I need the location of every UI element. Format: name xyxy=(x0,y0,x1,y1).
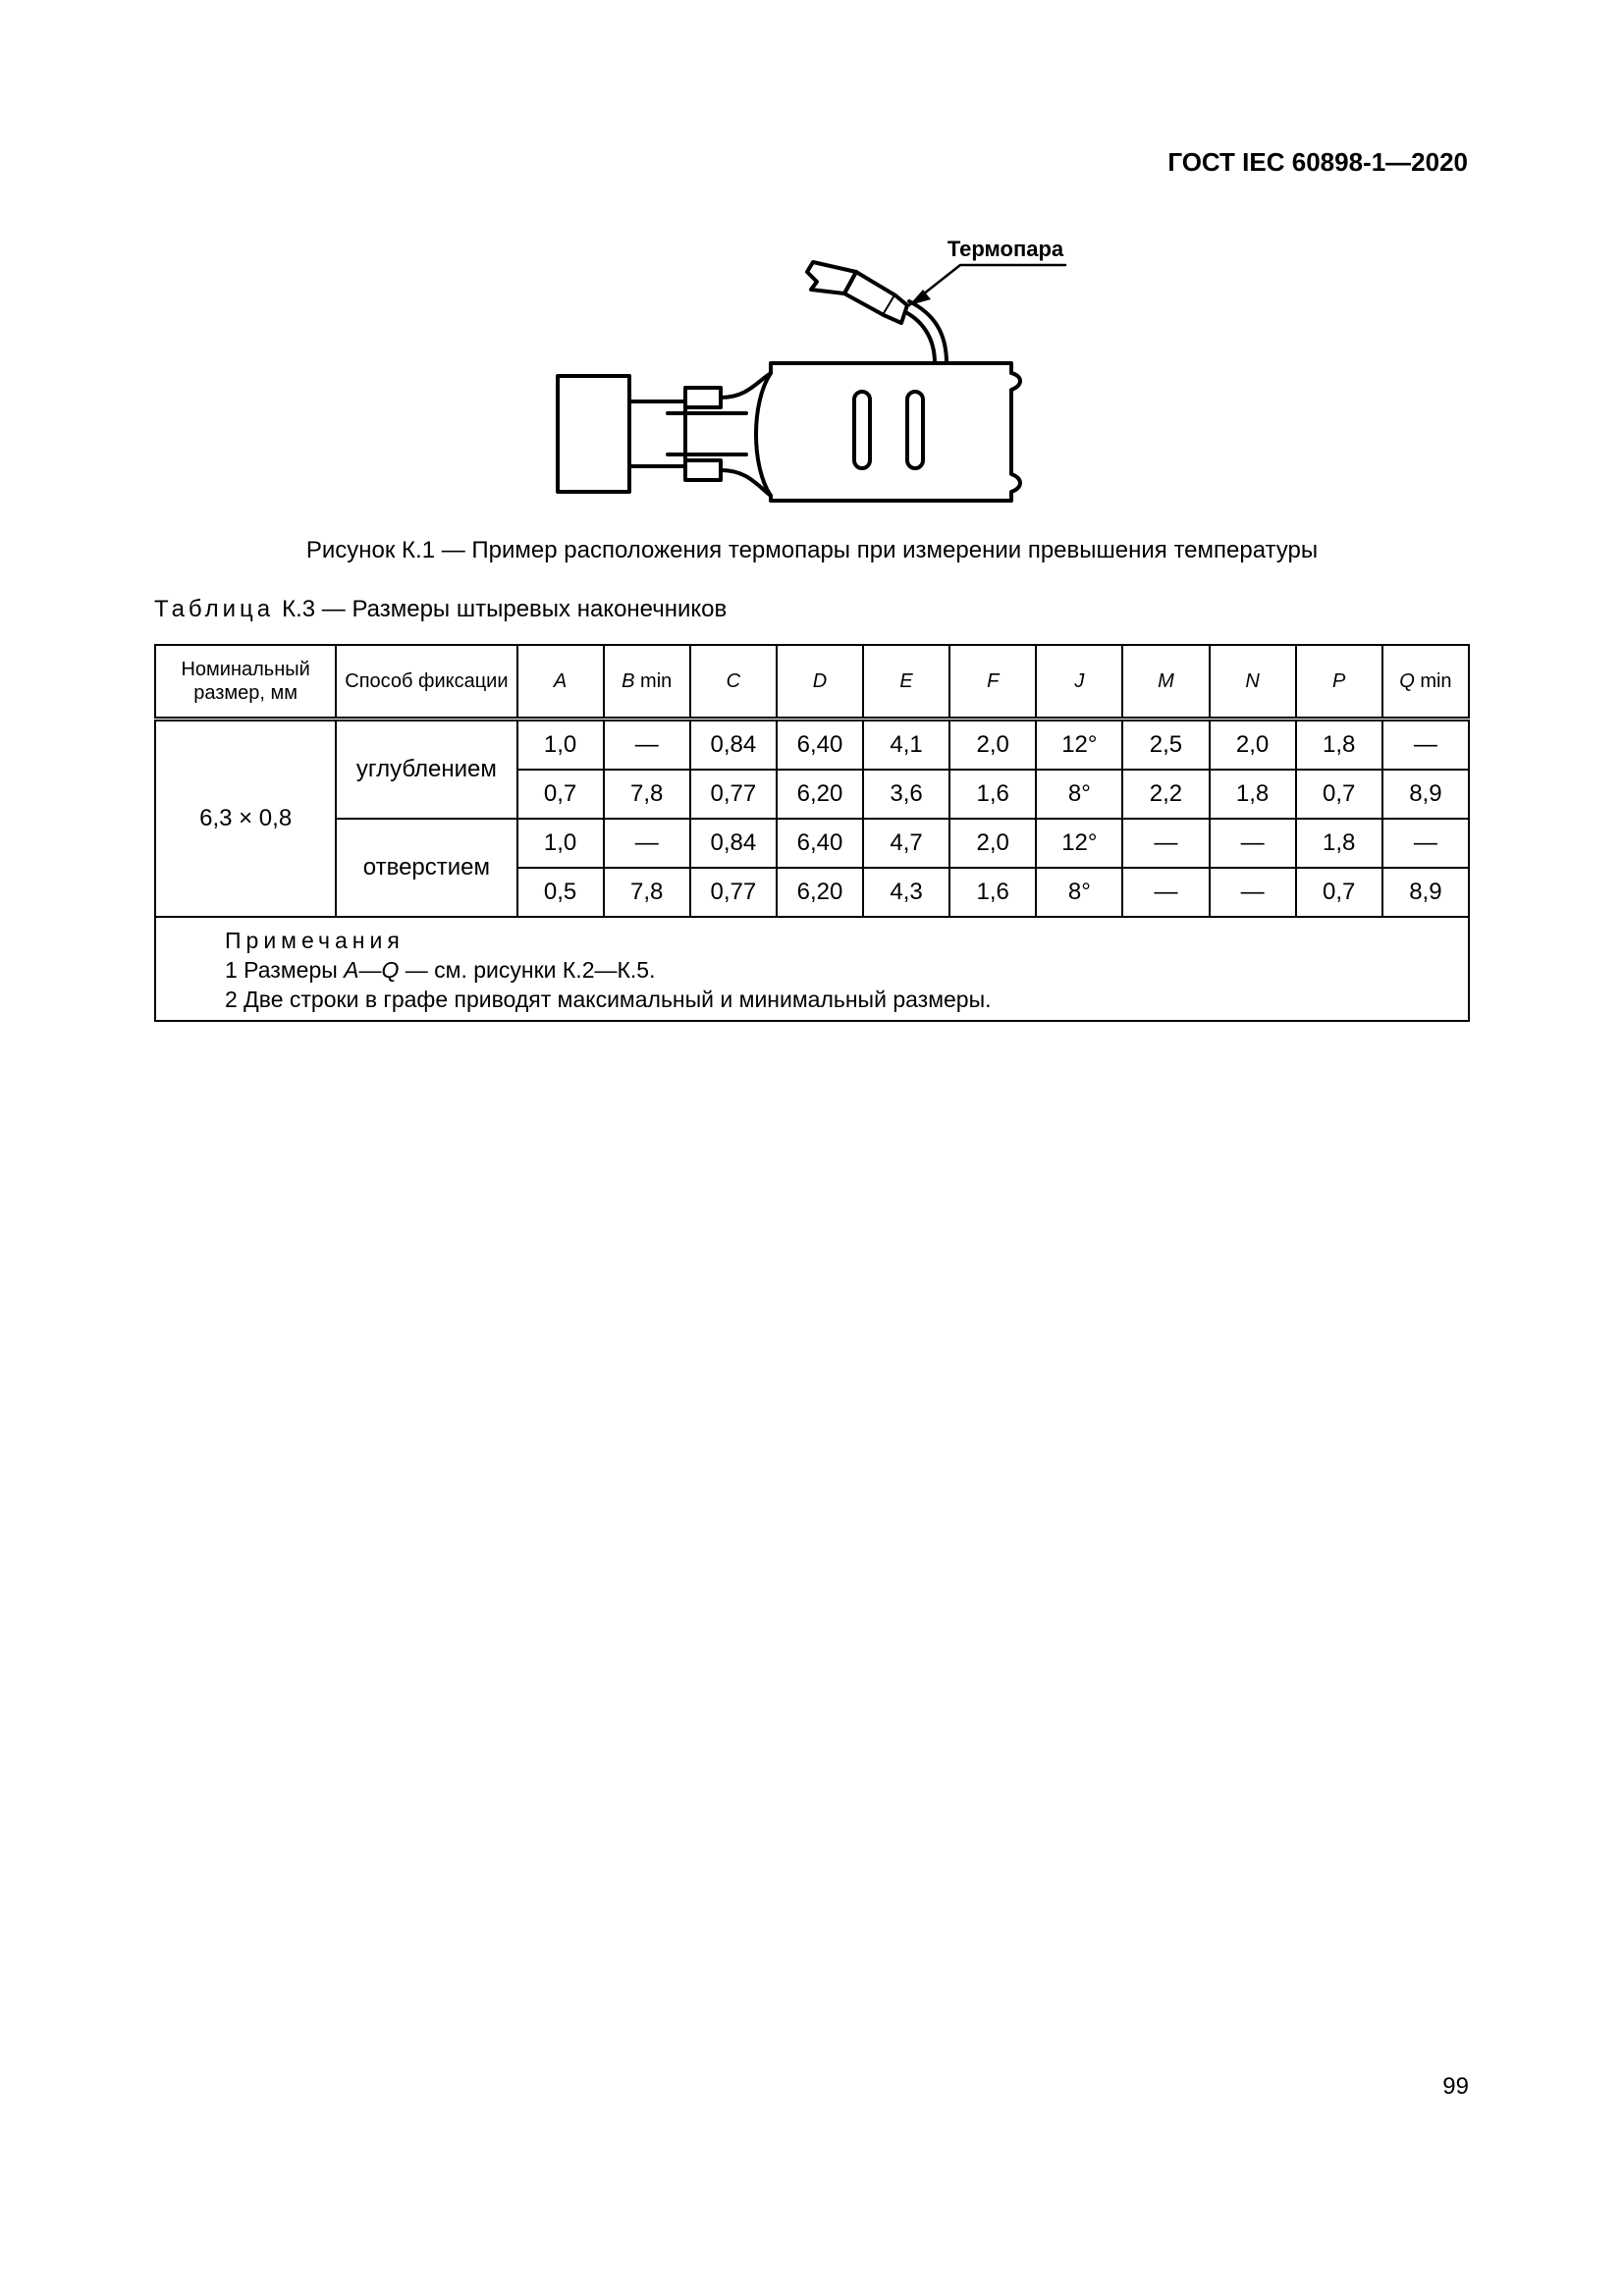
table-cell: 0,77 xyxy=(690,868,777,917)
table-cell: 12° xyxy=(1036,819,1122,868)
table-cell: 1,8 xyxy=(1210,770,1296,819)
header-nominal: Номинальный размер, мм xyxy=(155,645,336,720)
table-cell: 6,40 xyxy=(777,720,863,771)
table-row xyxy=(155,720,1469,771)
table-cell: 12° xyxy=(1036,720,1122,771)
table-cell: 7,8 xyxy=(604,770,690,819)
table-cell: 4,1 xyxy=(863,720,949,771)
table-cell: 2,0 xyxy=(1210,720,1296,771)
slot-right xyxy=(907,392,923,468)
table-cell: 0,84 xyxy=(690,720,777,771)
figure-caption: Рисунок К.1 — Пример расположения термопары при измерении превышения температуры xyxy=(305,537,1319,563)
crimp-ring-top xyxy=(685,388,721,407)
table-cell: — xyxy=(604,819,690,868)
header-j: J xyxy=(1036,645,1122,720)
slot-left xyxy=(854,392,870,468)
header-q: Q min xyxy=(1382,645,1469,720)
table-cell: 2,5 xyxy=(1122,720,1209,771)
table-cell: — xyxy=(1210,819,1296,868)
crimp-ring-bottom xyxy=(685,460,721,480)
table-cell: 6,20 xyxy=(777,770,863,819)
table-cell: 6,20 xyxy=(777,868,863,917)
note-2: 2 Две строки в графе приводят максимальный и минимальный размеры. xyxy=(225,987,992,1012)
table-cell: 0,77 xyxy=(690,770,777,819)
table-cell: 0,7 xyxy=(1296,770,1382,819)
table-cell: 4,7 xyxy=(863,819,949,868)
table-title-text: К.3 — Размеры штыревых наконечников xyxy=(282,596,728,622)
header-f: F xyxy=(949,645,1036,720)
table-cell: 3,6 xyxy=(863,770,949,819)
header-fixing: Способ фиксации xyxy=(336,645,516,720)
header-a: A xyxy=(517,645,604,720)
table-cell: 1,6 xyxy=(949,868,1036,917)
table-cell: 8,9 xyxy=(1382,770,1469,819)
header-p: P xyxy=(1296,645,1382,720)
table-cell: 6,40 xyxy=(777,819,863,868)
table-cell: 1,6 xyxy=(949,770,1036,819)
pin-shaft xyxy=(629,401,685,466)
leader-line xyxy=(909,265,1065,305)
table-row xyxy=(155,819,1469,868)
table-cell: 1,0 xyxy=(517,720,604,771)
table-cell: 1,8 xyxy=(1296,819,1382,868)
table-title xyxy=(154,596,727,623)
table-cell: 0,84 xyxy=(690,819,777,868)
document-id: ГОСТ IEC 60898-1—2020 xyxy=(1167,147,1468,177)
insulating-block xyxy=(558,376,629,492)
page-number: 99 xyxy=(1442,2073,1469,2100)
table-cell: — xyxy=(1122,868,1209,917)
header-d: D xyxy=(777,645,863,720)
table-header-row xyxy=(155,645,1469,720)
thermocouple-label: Термопара xyxy=(947,237,1064,261)
dimensions-table xyxy=(154,644,1470,1022)
table-cell: — xyxy=(604,720,690,771)
header-n: N xyxy=(1210,645,1296,720)
thermocouple-figure xyxy=(550,221,1080,515)
table-cell: — xyxy=(1382,819,1469,868)
header-c: C xyxy=(690,645,777,720)
table-cell: 8° xyxy=(1036,770,1122,819)
header-m: M xyxy=(1122,645,1209,720)
fixing-method-cell: отверстием xyxy=(336,819,516,917)
table-title-prefix: Таблица xyxy=(154,596,275,622)
table-cell: — xyxy=(1382,720,1469,771)
fixing-method-cell: углублением xyxy=(336,720,516,820)
header-b: B min xyxy=(604,645,690,720)
table-notes xyxy=(155,917,1469,1021)
table-cell: 8,9 xyxy=(1382,868,1469,917)
table-cell: 0,7 xyxy=(1296,868,1382,917)
table-cell: 2,0 xyxy=(949,819,1036,868)
table-cell: 8° xyxy=(1036,868,1122,917)
table-cell: — xyxy=(1210,868,1296,917)
notes-heading: Примечания xyxy=(225,928,405,953)
table-cell: 4,3 xyxy=(863,868,949,917)
nominal-size-cell: 6,3 × 0,8 xyxy=(155,720,336,918)
header-e: E xyxy=(863,645,949,720)
notes-row xyxy=(155,917,1469,1021)
note-1: 1 Размеры A—Q — см. рисунки К.2—К.5. xyxy=(225,957,656,983)
table-cell: 0,5 xyxy=(517,868,604,917)
table-cell: 2,2 xyxy=(1122,770,1209,819)
table-cell: 1,8 xyxy=(1296,720,1382,771)
table-cell: 7,8 xyxy=(604,868,690,917)
table-cell: 0,7 xyxy=(517,770,604,819)
receptacle-body xyxy=(771,363,1020,501)
table-cell: 1,0 xyxy=(517,819,604,868)
table-cell: — xyxy=(1122,819,1209,868)
table-cell: 2,0 xyxy=(949,720,1036,771)
